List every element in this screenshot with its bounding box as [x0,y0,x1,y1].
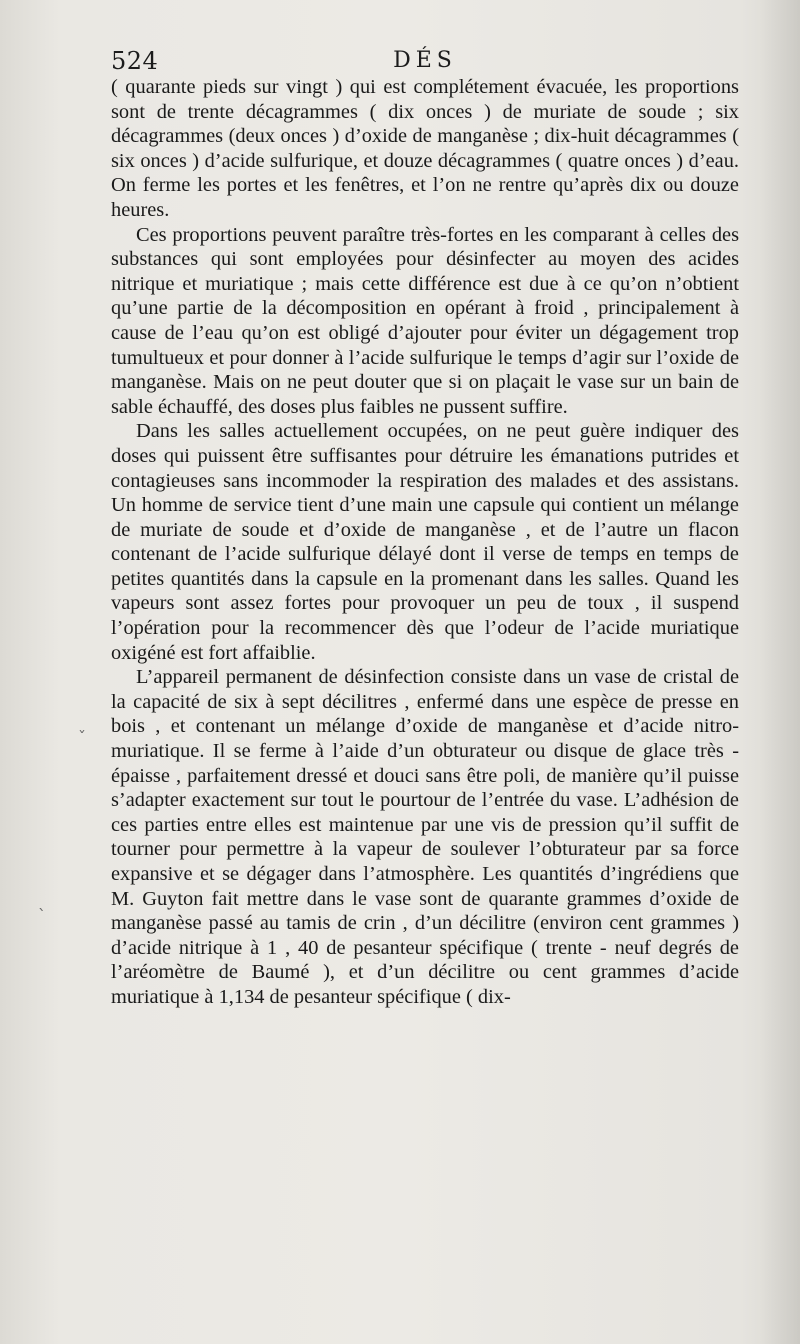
page-edge-shadow [760,0,800,1344]
page-number: 524 [111,47,159,75]
body-text [111,75,739,1010]
paragraph: Dans les salles actuellement occupées, on ne peut guère indiquer des doses qui puissent être suffisantes pour détruire les émanations putrides et contagieuses sans incommoder la respiration des malades et des assistans. Un homme de service tient d’une main une capsule qui contient un mélange de muriate de soude et d’oxide de manganèse , et de l’autre un flacon contenant de l’acide sulfurique délayé dont il verse de temps en temps de petites quantités dans la capsule en la promenant dans les salles. Quand les vapeurs sont assez fortes pour provoquer un peu de toux , il suspend l’opération pour la recommencer dès que l’odeur de l’acide muriatique oxigéné est fort affaiblie. [111,420,739,664]
running-head: DÉS [393,48,457,73]
paragraph-continued: ( quarante pieds sur vingt ) qui est complétement évacuée, les proportions sont de trente décagrammes ( dix onces ) de muriate de soude ; six décagrammes (deux onces ) d’oxide de manganèse ; dix-huit décagrammes ( six onces ) d’acide sulfurique, et douze décagrammes ( quatre onces ) d’eau. On ferme les portes et les fenêtres, et l’on ne rentre qu’après dix ou douze heures. [111,76,739,221]
page-header [111,44,739,78]
margin-mark: ˇ [78,728,86,747]
paragraph: Ces proportions peuvent paraître très-fortes en les comparant à celles des substances qui sont employées pour désinfecter au moyen des acides nitrique et muriatique ; mais cette différence est due à ce qu’on n’obtient qu’une partie de la décomposition en opérant à froid , principalement à cause de l’eau qu’on est obligé d’ajouter pour éviter un dégagement trop tumultueux et pour donner à l’acide sulfurique le temps d’agir sur l’oxide de manganèse. Mais on ne peut douter que si on plaçait le vase sur un bain de sable échauffé, des doses plus faibles ne pussent suffire. [111,223,739,418]
paragraph: L’appareil permanent de désinfection consiste dans un vase de cristal de la capacité de six à sept décilitres , enfermé dans une espèce de presse en bois , et contenant un mélange d’oxide de manganèse et d’acide nitro-muriatique. Il se ferme à l’aide d’un obturateur ou disque de glace très - épaisse , parfaitement dressé et douci sans être poli, de manière qu’il puisse s’adapter exactement sur tout le pourtour de l’entrée du vase. L’adhésion de ces parties entre elles est maintenue par une vis de pression qu’il suffit de tourner pour permettre à la vapeur de soulever l’obturateur par sa force expansive et se dégager dans l’atmosphère. Les quantités d’ingrédiens que M. Guyton fait mettre dans le vase sont de quarante grammes d’oxide de manganèse passé au tamis de crin , d’un décilitre (environ cent grammes ) d’acide nitrique à 1 , 40 de pesanteur spécifique ( trente - neuf degrés de l’aréomètre de Baumé ), et d’un décilitre ou cent grammes d’acide muriatique à 1,134 de pesanteur spécifique ( dix- [111,666,739,1008]
margin-mark: ` [38,906,46,925]
